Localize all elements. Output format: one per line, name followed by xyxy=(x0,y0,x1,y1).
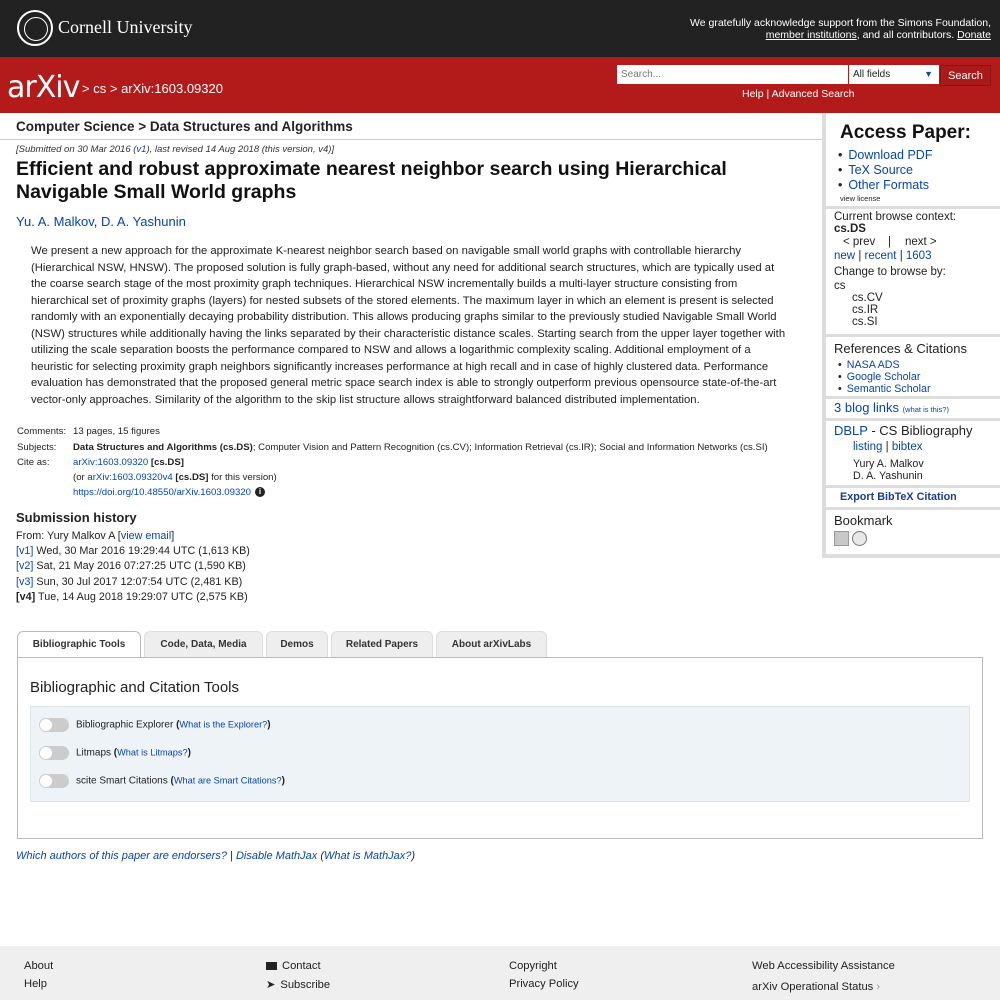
envelope-icon xyxy=(266,962,277,970)
semantic-scholar-link[interactable]: • Semantic Scholar xyxy=(838,383,931,395)
export-bibtex-link[interactable]: Export BibTeX Citation xyxy=(840,491,957,503)
bibsonomy-icon[interactable] xyxy=(834,531,849,546)
disable-mathjax-link[interactable]: Disable MathJax xyxy=(235,850,318,862)
submission-history-title: Submission history xyxy=(16,510,137,525)
bookmark-title: Bookmark xyxy=(834,513,893,528)
explorer-toggle[interactable] xyxy=(39,718,69,732)
prev-link[interactable]: < prev xyxy=(843,236,876,248)
history-version xyxy=(16,590,250,605)
reddit-icon[interactable] xyxy=(852,531,867,546)
arxiv-logo[interactable]: arXiv xyxy=(7,70,80,105)
paren-close: ) xyxy=(411,850,416,862)
tool-row: Bibliographic Explorer (What is the Explorer?) xyxy=(39,718,271,732)
divider xyxy=(826,334,1000,337)
cornell-wordmark[interactable]: Cornell University xyxy=(58,17,193,37)
other-formats-link[interactable]: • Other Formats xyxy=(838,178,929,192)
primary-subject: Data Structures and Algorithms (cs.DS) xyxy=(73,442,253,453)
footer-about-link[interactable]: About xyxy=(24,960,54,972)
help-link[interactable]: Help xyxy=(742,88,764,100)
search-help-links xyxy=(742,88,855,100)
blog-links-link[interactable]: 3 blog links xyxy=(834,400,900,415)
cite-v4-category: [cs.DS] xyxy=(175,472,209,483)
browse-cv-link[interactable]: cs.CV xyxy=(852,292,883,304)
dblp-author-link[interactable]: D. A. Yashunin xyxy=(853,470,923,482)
other-subjects: ; Computer Vision and Pattern Recognition (cs.CV); Information Retrieval (cs.IR); Social and Information Networks (cs.SI) xyxy=(252,442,768,453)
endorsers-link[interactable]: Which authors of this paper are endorsers? xyxy=(16,850,227,862)
change-browse-label: Change to browse by: xyxy=(834,266,946,278)
breadcrumb-cs[interactable]: cs xyxy=(93,81,107,96)
dateline-post: ), last revised 14 Aug 2018 (this version, v4)] xyxy=(146,144,335,155)
cite-or: (or xyxy=(73,472,88,483)
info-icon[interactable]: i xyxy=(255,487,265,497)
listing-link[interactable]: listing xyxy=(853,441,883,453)
tool-what-link[interactable]: What is Litmaps? xyxy=(117,747,188,758)
comments-value: 13 pages, 15 figures xyxy=(73,426,160,437)
subject-header: Computer Science > Data Structures and Algorithms xyxy=(16,119,353,134)
comments-label: Comments: xyxy=(17,426,67,437)
scite-toggle[interactable] xyxy=(39,774,69,788)
cite-v4-link[interactable]: arXiv:1603.09320v4 xyxy=(87,472,173,483)
submission-dateline xyxy=(16,144,334,155)
cornell-seal-icon[interactable] xyxy=(17,10,53,46)
browse-ir-link[interactable]: cs.IR xyxy=(852,304,879,316)
next-link[interactable]: next > xyxy=(905,236,937,248)
cite-label: Cite as: xyxy=(17,457,50,468)
google-scholar-link[interactable]: • Google Scholar xyxy=(838,371,920,383)
what-is-mathjax-link[interactable]: What is MathJax? xyxy=(324,850,412,862)
browse-si-link[interactable]: cs.SI xyxy=(852,316,878,328)
tool-row: scite Smart Citations (What are Smart Citations?) xyxy=(39,774,285,788)
references-title: References & Citations xyxy=(834,341,967,356)
footer-subscribe[interactable] xyxy=(266,978,330,991)
divider xyxy=(826,485,1000,488)
tools-box xyxy=(30,706,970,802)
separator: | xyxy=(888,236,891,248)
panel-title: Bibliographic and Citation Tools xyxy=(30,679,240,696)
footer-contact[interactable] xyxy=(266,960,321,972)
divider xyxy=(826,418,1000,421)
arxiv-header xyxy=(0,57,1000,113)
separator: | xyxy=(226,850,236,862)
history-from-post: ] xyxy=(171,530,175,542)
current-version-tag: [v4] xyxy=(16,590,36,603)
version-link[interactable]: [v2] xyxy=(16,560,34,573)
new-link[interactable]: new xyxy=(834,250,856,262)
blog-links xyxy=(834,400,949,415)
member-institutions-link[interactable]: member institutions xyxy=(765,29,857,41)
ack-line1: We gratefully acknowledge support from the Simons Foundation, xyxy=(690,17,991,29)
cite-id-link[interactable]: arXiv:1603.09320 xyxy=(73,457,149,468)
tab-bibliographic-tools[interactable]: Bibliographic Tools xyxy=(17,631,141,659)
version-date: Tue, 14 Aug 2018 19:29:07 UTC (2,575 KB) xyxy=(35,590,248,603)
authors xyxy=(16,214,186,229)
sidebar xyxy=(822,113,1000,558)
ack-mid: , and all contributors. xyxy=(856,29,958,41)
divider xyxy=(826,206,1000,209)
endorsers-line xyxy=(16,850,415,862)
tool-row: Litmaps (What is Litmaps?) xyxy=(39,746,191,760)
version-date: Sun, 30 Jul 2017 12:07:54 UTC (2,481 KB) xyxy=(33,575,243,588)
paren-open: ( xyxy=(317,850,324,862)
footer-copyright-link[interactable]: Copyright xyxy=(509,960,557,972)
access-paper-title: Access Paper: xyxy=(840,122,971,143)
browse-context: cs.DS xyxy=(834,223,866,235)
view-email-link[interactable]: view email xyxy=(120,530,172,542)
submission-history xyxy=(16,529,250,605)
subjects-label: Subjects: xyxy=(17,442,57,453)
search-button[interactable]: Search xyxy=(940,65,991,86)
breadcrumb-sep: > xyxy=(109,81,118,96)
tab-demos[interactable]: Demos xyxy=(266,631,328,657)
author-link[interactable]: D. A. Yashunin xyxy=(101,214,186,229)
dateline-v1-link[interactable]: v1 xyxy=(136,144,147,155)
breadcrumb-paper-id: arXiv:1603.09320 xyxy=(121,81,223,96)
breadcrumb xyxy=(82,81,223,96)
tool-name: scite Smart Citations xyxy=(76,775,168,787)
abstract: We present a new approach for the approximate K-nearest neighbor search based on navigable small world graphs with controllable hierarchy (Hierarchical NSW, HNSW). The proposed solution is fully graph-based, without any need for additional search structures, which are typically used at the coarse search stage of the most proximity graph techniques. Hierarchical NSW incrementally builds a multi-layer structure consisting from hierarchical set of proximity graphs (layers) for nested subsets of the stored elements. The maximum layer in which an element is present is selected randomly with an exponentially decaying probability distribution. This allows producing graphs similar to the previously studied Navigable Small World (NSW) structures while additionally having the links separated by their characteristic distance scales. Starting search from the upper layer together with utilizing the scale separation boosts the performance compared to NSW and allows a logarithmic complexity scaling. Additional employment of a heuristic for selecting proximity graph neighbors significantly increases performance at high recall and in case of highly clustered data. Performance evaluation has demonstrated that the proposed general metric space search index is able to strongly outperform previous opensource state-of-the-art vector-only approaches. Similarity of the algorithm to the skip list structure allows straightforward balanced distributed implementation. xyxy=(31,245,786,406)
cite-value xyxy=(73,457,184,468)
paper-plane-icon: ➤ xyxy=(266,979,276,991)
separator: | xyxy=(766,88,770,100)
tab-related-papers[interactable]: Related Papers xyxy=(331,631,433,657)
month-link[interactable]: 1603 xyxy=(905,250,932,262)
footer-contact-label: Contact xyxy=(282,960,321,972)
author-sep: , xyxy=(93,214,102,229)
chevron-down-icon: ▼ xyxy=(924,69,933,79)
view-license-link[interactable]: view license xyxy=(840,194,881,203)
tab-code-data-media[interactable]: Code, Data, Media xyxy=(144,631,263,657)
footer-help-link[interactable]: Help xyxy=(24,978,48,990)
download-pdf-link[interactable]: • Download PDF xyxy=(838,148,932,162)
dblp-links xyxy=(853,441,923,453)
paper-title: Efficient and robust approximate nearest neighbor search using Hierarchical Navigable Small World graphs xyxy=(16,158,727,203)
version-date: Wed, 30 Mar 2016 19:29:44 UTC (1,613 KB) xyxy=(33,545,250,558)
dblp-subtitle: - CS Bibliography xyxy=(867,423,973,438)
footer-status-label: arXiv Operational Status xyxy=(752,981,874,993)
footer xyxy=(0,946,1000,1000)
advanced-search-link[interactable]: Advanced Search xyxy=(771,88,855,100)
tool-what-link[interactable]: What are Smart Citations? xyxy=(173,775,282,786)
tool-what-link[interactable]: What is the Explorer? xyxy=(179,719,268,730)
dateline-pre: [Submitted on 30 Mar 2016 ( xyxy=(16,144,137,155)
chevron-right-icon: › xyxy=(876,981,881,993)
divider xyxy=(0,139,822,140)
version-link[interactable]: [v3] xyxy=(16,575,34,588)
version-link[interactable]: [v1] xyxy=(16,545,34,558)
litmaps-toggle[interactable] xyxy=(39,746,69,760)
separator: | xyxy=(885,441,889,453)
search-field-select[interactable] xyxy=(849,65,939,84)
separator: | xyxy=(899,250,903,262)
nasa-ads-link[interactable]: • NASA ADS xyxy=(838,359,900,371)
subjects-value xyxy=(73,442,768,453)
cite-v4-post: for this version) xyxy=(208,472,277,483)
divider xyxy=(826,507,1000,510)
donate-link[interactable]: Donate xyxy=(957,29,991,41)
history-version xyxy=(16,559,250,574)
bookmark-icons xyxy=(834,531,867,549)
tool-name: Bibliographic Explorer xyxy=(76,719,174,731)
tab-about-arxivlabs[interactable]: About arXivLabs xyxy=(436,631,547,657)
doi xyxy=(73,487,265,498)
footer-status[interactable] xyxy=(752,981,880,993)
bibtex-link[interactable]: bibtex xyxy=(891,441,923,453)
recent-link[interactable]: recent xyxy=(864,250,897,262)
divider xyxy=(826,396,1000,399)
footer-subscribe-label: Subscribe xyxy=(280,979,331,991)
blog-what-link[interactable]: (what is this?) xyxy=(902,405,949,414)
browse-cs-link[interactable]: cs xyxy=(834,280,846,292)
history-version xyxy=(16,544,250,559)
author-link[interactable]: Yu. A. Malkov xyxy=(16,214,94,229)
dblp-author-link[interactable]: Yury A. Malkov xyxy=(853,458,924,470)
history-from xyxy=(16,529,250,544)
search-input[interactable]: Search... xyxy=(617,65,848,84)
breadcrumb-sep: > xyxy=(82,81,90,96)
browse-context-label: Current browse context: xyxy=(834,211,957,223)
search-field-value: All fields xyxy=(853,69,891,80)
acknowledgement xyxy=(690,17,991,41)
cite-version xyxy=(73,472,277,483)
history-version xyxy=(16,575,250,590)
footer-privacy-link[interactable]: Privacy Policy xyxy=(509,978,579,990)
doi-link[interactable]: https://doi.org/10.48550/arXiv.1603.09320 xyxy=(73,487,251,498)
dblp-title xyxy=(834,423,973,438)
cornell-banner xyxy=(0,0,1000,57)
listing-links xyxy=(834,250,931,262)
dblp-link[interactable]: DBLP xyxy=(834,423,868,438)
tool-name: Litmaps xyxy=(76,747,112,759)
tex-source-link[interactable]: • TeX Source xyxy=(838,163,913,177)
cite-category: [cs.DS] xyxy=(150,457,184,468)
history-from-pre: From: Yury Malkov A [ xyxy=(16,530,121,542)
separator: | xyxy=(858,250,862,262)
version-date: Sat, 21 May 2016 07:27:25 UTC (1,590 KB) xyxy=(33,560,246,573)
footer-accessibility-link[interactable]: Web Accessibility Assistance xyxy=(752,960,895,972)
tab-panel xyxy=(17,657,983,839)
